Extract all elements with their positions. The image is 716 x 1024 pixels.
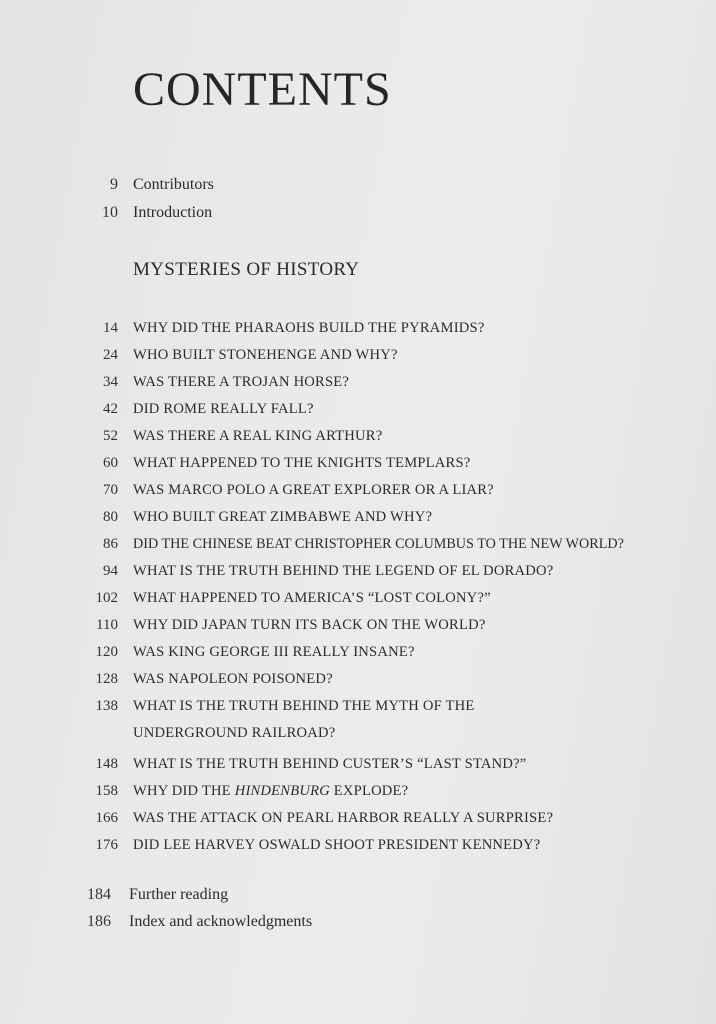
entry-label: WHAT IS THE TRUTH BEHIND THE MYTH OF THE bbox=[133, 698, 475, 714]
page-title: CONTENTS bbox=[133, 63, 392, 116]
entry-label: WHAT HAPPENED TO THE KNIGHTS TEMPLARS? bbox=[133, 455, 471, 471]
toc-entry bbox=[0, 833, 716, 857]
page-number: 166 bbox=[95, 810, 118, 826]
page-number: 86 bbox=[103, 536, 118, 552]
page-number: 176 bbox=[95, 837, 118, 853]
toc-entry bbox=[0, 451, 716, 475]
page-number: 24 bbox=[103, 347, 118, 363]
entry-label: DID THE CHINESE BEAT CHRISTOPHER COLUMBUS TO THE NEW WORLD? bbox=[133, 536, 624, 552]
page-number: 148 bbox=[95, 756, 118, 772]
page-number: 70 bbox=[103, 482, 118, 498]
toc-entry bbox=[0, 397, 716, 421]
entry-label-prefix: WHY DID THE bbox=[133, 783, 235, 799]
toc-entry bbox=[0, 806, 716, 830]
entry-label: Index and acknowledgments bbox=[129, 913, 313, 930]
toc-entry bbox=[0, 343, 716, 367]
toc-entry bbox=[0, 640, 716, 664]
entry-label: WHO BUILT STONEHENGE AND WHY? bbox=[133, 347, 398, 363]
toc-entry-further-reading bbox=[0, 883, 716, 907]
entry-label: WAS KING GEORGE III REALLY INSANE? bbox=[133, 644, 415, 660]
entry-label: Introduction bbox=[133, 204, 213, 221]
page-number: 94 bbox=[103, 563, 118, 579]
page-number: 52 bbox=[103, 428, 118, 444]
page-number: 80 bbox=[103, 509, 118, 525]
page-number: 184 bbox=[87, 886, 111, 903]
entry-label: WHAT IS THE TRUTH BEHIND CUSTER’S “LAST STAND?” bbox=[133, 756, 527, 772]
toc-entry bbox=[0, 424, 716, 448]
toc-entry-continuation: UNDERGROUND RAILROAD? bbox=[133, 725, 336, 741]
page-number: 9 bbox=[110, 176, 118, 193]
entry-label: WHAT IS THE TRUTH BEHIND THE LEGEND OF EL DORADO? bbox=[133, 563, 554, 579]
toc-entry bbox=[0, 667, 716, 691]
toc-entry bbox=[0, 370, 716, 394]
entry-label: WAS NAPOLEON POISONED? bbox=[133, 671, 333, 687]
entry-label: DID ROME REALLY FALL? bbox=[133, 401, 314, 417]
page-number: 102 bbox=[95, 590, 118, 606]
page-number: 128 bbox=[95, 671, 118, 687]
page-number: 60 bbox=[103, 455, 118, 471]
page-number: 186 bbox=[87, 913, 111, 930]
toc-entry bbox=[0, 559, 716, 583]
entry-label: DID LEE HARVEY OSWALD SHOOT PRESIDENT KENNEDY? bbox=[133, 837, 541, 853]
entry-label: WAS THE ATTACK ON PEARL HARBOR REALLY A SURPRISE? bbox=[133, 810, 554, 826]
entry-label bbox=[133, 779, 408, 803]
toc-entry bbox=[0, 316, 716, 340]
page-number: 34 bbox=[103, 374, 118, 390]
entry-label-italic: HINDENBURG bbox=[234, 783, 330, 799]
toc-entry bbox=[0, 478, 716, 502]
page-number: 158 bbox=[95, 783, 118, 799]
page-number: 110 bbox=[96, 617, 118, 633]
entry-label: WAS THERE A TROJAN HORSE? bbox=[133, 374, 350, 390]
entry-label: WHO BUILT GREAT ZIMBABWE AND WHY? bbox=[133, 509, 433, 525]
toc-entry bbox=[0, 752, 716, 776]
toc-entry bbox=[0, 694, 716, 718]
toc-entry-index bbox=[0, 910, 716, 934]
entry-label: WHY DID THE PHARAOHS BUILD THE PYRAMIDS? bbox=[133, 320, 485, 336]
entry-label: WHY DID JAPAN TURN ITS BACK ON THE WORLD? bbox=[133, 617, 486, 633]
toc-entry-contributors bbox=[0, 173, 716, 197]
entry-label: WHAT HAPPENED TO AMERICA’S “LOST COLONY?” bbox=[133, 590, 491, 606]
page-number: 120 bbox=[95, 644, 118, 660]
entry-label: Further reading bbox=[129, 886, 229, 903]
page-number: 42 bbox=[103, 401, 118, 417]
toc-entry bbox=[0, 613, 716, 637]
section-heading: MYSTERIES OF HISTORY bbox=[133, 259, 360, 280]
entry-label: WAS THERE A REAL KING ARTHUR? bbox=[133, 428, 383, 444]
toc-entry bbox=[0, 779, 716, 803]
page-number: 14 bbox=[103, 320, 118, 336]
toc-entry bbox=[0, 586, 716, 610]
toc-entry bbox=[0, 532, 716, 556]
toc-entry bbox=[0, 505, 716, 529]
page-number: 138 bbox=[95, 698, 118, 714]
page-number: 10 bbox=[102, 204, 118, 221]
entry-label: WAS MARCO POLO A GREAT EXPLORER OR A LIAR? bbox=[133, 482, 494, 498]
entry-label: Contributors bbox=[133, 176, 214, 193]
entry-label-suffix: EXPLODE? bbox=[329, 783, 409, 799]
toc-entry-introduction bbox=[0, 201, 716, 225]
